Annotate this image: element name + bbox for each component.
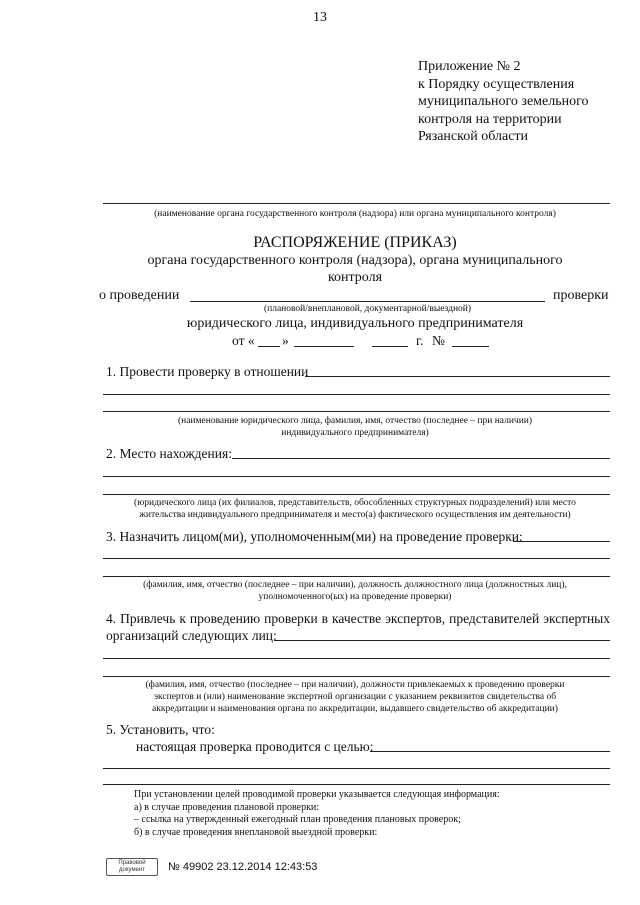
- caption-line: аккредитации и наименования органа по аккредитации, выдавшего свидетельство об аккредитации): [152, 704, 558, 714]
- section2-field-line[interactable]: [103, 494, 610, 495]
- date-year-field[interactable]: [372, 346, 408, 347]
- page-number: 13: [313, 10, 327, 25]
- date-number-label: №: [432, 333, 445, 348]
- section1-caption: [100, 415, 610, 439]
- subtitle-line: контроля: [327, 270, 383, 285]
- section5-field-line[interactable]: [103, 768, 610, 769]
- inspection-type-caption: (плановой/внеплановой, документарной/выездной): [263, 304, 472, 314]
- order-number-field[interactable]: [452, 346, 489, 347]
- appendix-header: [418, 58, 589, 146]
- section5-goal-field[interactable]: [370, 751, 610, 752]
- section4-caption: [100, 679, 610, 715]
- note-line: При установлении целей проводимой проверки указывается следующая информация:: [134, 789, 500, 800]
- note-line: б) в случае проведения внеплановой выездной проверки:: [134, 826, 378, 838]
- section4-label-line1: 4. Привлечь к проведению проверки в качестве экспертов, представителей экспертных: [106, 611, 610, 626]
- date-close-quote: »: [282, 333, 289, 348]
- about-prefix: о проведении: [99, 288, 180, 303]
- section2-field-line[interactable]: [103, 476, 610, 477]
- section3-field[interactable]: [513, 541, 610, 542]
- caption-line: жительства индивидуального предпринимателя и место(а) фактического осуществления им деятельности): [139, 510, 571, 520]
- section5-label: 5. Установить, что:: [106, 722, 215, 737]
- org-name-field[interactable]: [103, 203, 610, 204]
- appendix-line: контроля на территории: [418, 111, 562, 127]
- date-year-label: г.: [416, 333, 424, 348]
- about-suffix: проверки: [553, 288, 609, 303]
- note-line: – ссылка на утвержденный ежегодный план проведения плановых проверок;: [134, 814, 461, 825]
- appendix-line: Рязанской области: [418, 129, 529, 144]
- stamp-line: Правовой: [118, 860, 146, 866]
- section4-field-line[interactable]: [103, 676, 610, 677]
- section1-label: 1. Провести проверку в отношении: [106, 364, 309, 379]
- stamp-line: документ: [119, 867, 145, 873]
- section3-field-line[interactable]: [103, 576, 610, 577]
- date-from: от «: [232, 333, 255, 348]
- caption-line: (юридического лица (их филиалов, представительств, обособленных структурных подразделений) или место: [134, 498, 576, 508]
- date-day-field[interactable]: [258, 346, 280, 347]
- appendix-line: муниципального земельного: [418, 94, 589, 109]
- section4-field-line[interactable]: [103, 658, 610, 659]
- entity-line: юридического лица, индивидуального предпринимателя: [186, 316, 524, 331]
- inspection-type-field[interactable]: [190, 301, 545, 302]
- subtitle-line: органа государственного контроля (надзора), органа муниципального: [147, 253, 563, 268]
- caption-line: (наименование юридического лица, фамилия, имя, отчество (последнее – при наличии): [177, 416, 533, 426]
- section1-field[interactable]: [305, 376, 610, 377]
- section4-field[interactable]: [274, 640, 610, 641]
- org-name-caption: (наименование органа государственного контроля (надзора) или органа муниципального контроля): [154, 209, 556, 219]
- section3-caption: [100, 579, 610, 603]
- caption-line: (фамилия, имя, отчество (последнее – при наличии), должность должностного лица (должностных лиц),: [143, 580, 567, 590]
- note-line: а) в случае проведения плановой проверки:: [134, 801, 320, 813]
- caption-line: экспертов и (или) наименование экспертной организации с указанием реквизитов свидетельства об: [153, 692, 557, 702]
- document-title: РАСПОРЯЖЕНИЕ (ПРИКАЗ): [253, 234, 457, 251]
- instruction-notes: [134, 789, 500, 839]
- section5-goal: настоящая проверка проводится с целью:: [136, 739, 374, 754]
- section1-field-line[interactable]: [103, 411, 610, 412]
- section2-label: 2. Место нахождения:: [106, 446, 232, 461]
- section2-field[interactable]: [232, 458, 610, 459]
- caption-line: (фамилия, имя, отчество (последнее – при наличии), должности привлекаемых к проведению проверки: [145, 680, 565, 690]
- section5-field-line[interactable]: [103, 784, 610, 785]
- section3-label: 3. Назначить лицом(ми), уполномоченным(ми) на проведение проверки:: [106, 529, 523, 544]
- section4-label-line2: организаций следующих лиц:: [106, 628, 277, 643]
- date-month-field[interactable]: [294, 346, 354, 347]
- appendix-line: к Порядку осуществления: [418, 76, 575, 92]
- document-subtitle: [100, 252, 610, 286]
- legal-document-stamp: [106, 858, 158, 876]
- document-id: № 49902 23.12.2014 12:43:53: [168, 861, 318, 873]
- appendix-line: Приложение № 2: [418, 59, 521, 74]
- caption-line: уполномоченного(ых) на проведение проверки): [258, 592, 452, 602]
- section1-field-line[interactable]: [103, 394, 610, 395]
- caption-line: индивидуального предпринимателя): [281, 428, 429, 438]
- section2-caption: [100, 497, 610, 521]
- section3-field-line[interactable]: [103, 558, 610, 559]
